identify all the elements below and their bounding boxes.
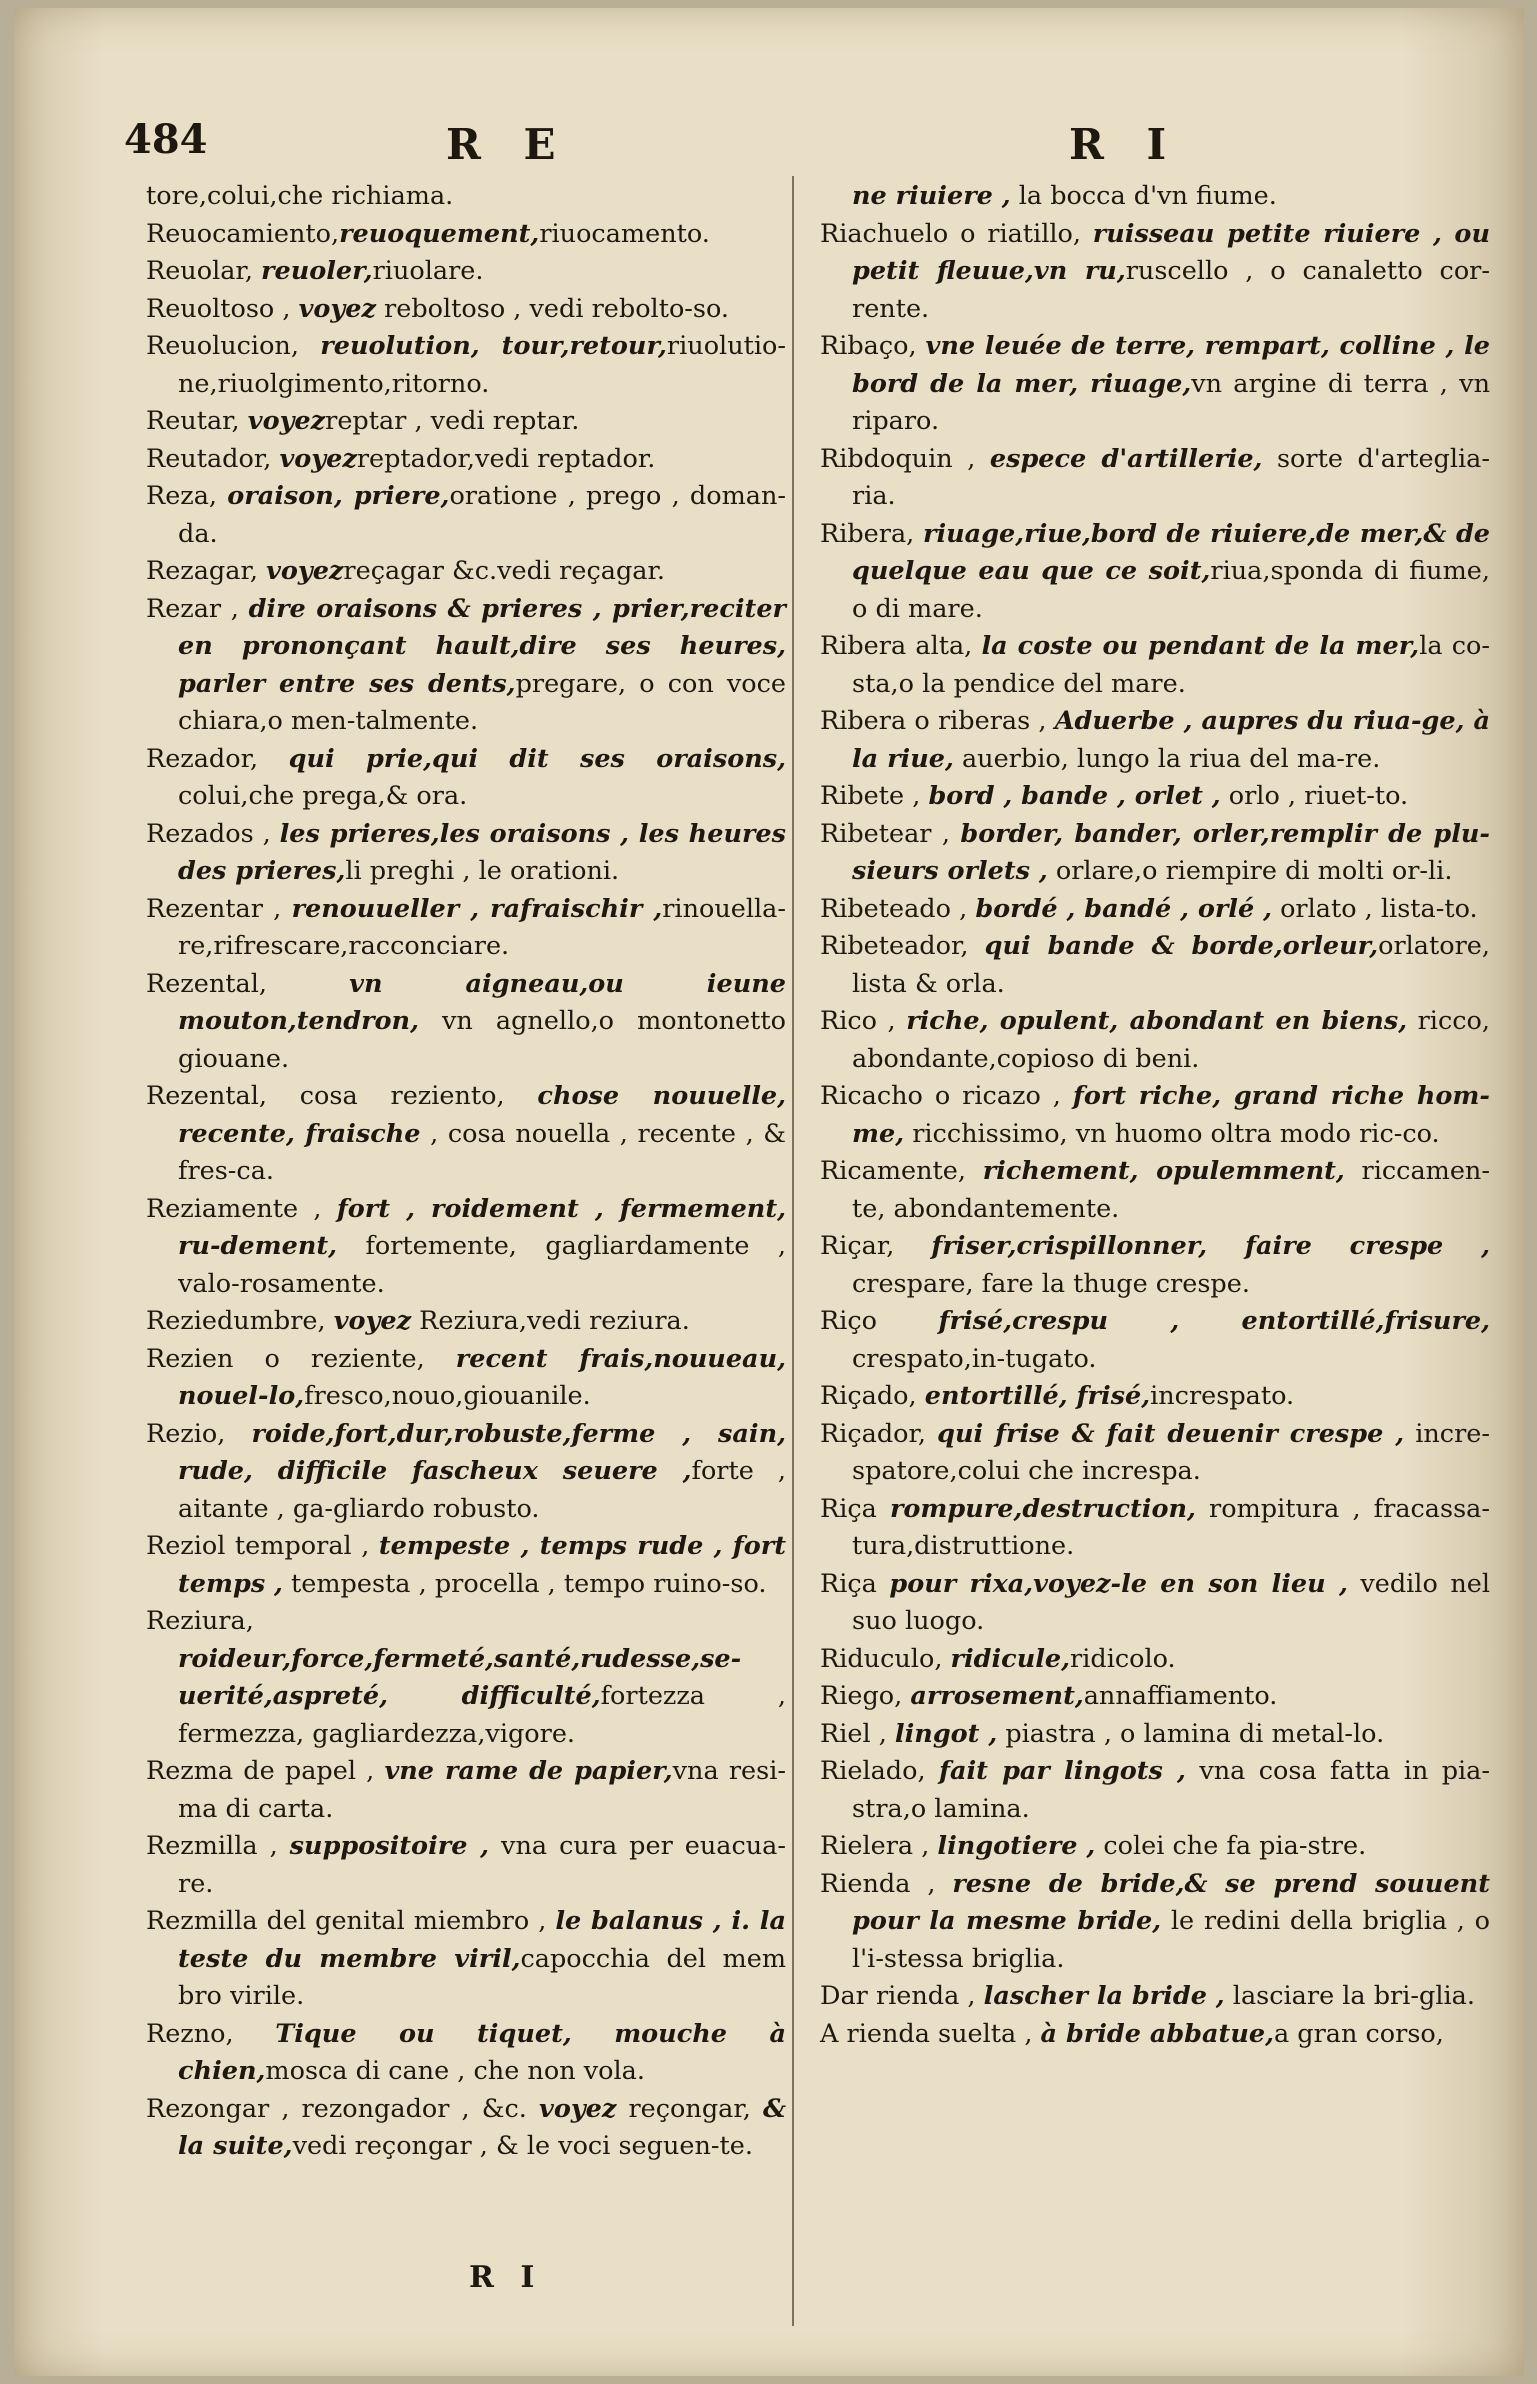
dictionary-entry — [146, 403, 786, 441]
french-gloss: reuoquement, — [339, 218, 540, 249]
dictionary-entry — [146, 1078, 786, 1191]
entry-text: Rezental, cosa reziento, — [146, 1081, 538, 1111]
entry-text: piastra , o lamina di metal-lo. — [997, 1718, 1385, 1749]
dictionary-entry — [820, 1866, 1490, 1979]
entry-text: colei che fa pia-stre. — [1095, 1831, 1367, 1861]
entry-text: Reuoltoso , — [146, 293, 299, 324]
running-head-left: R E — [446, 120, 570, 169]
entry-text: mosca di cane , che non vola. — [265, 2056, 645, 2086]
french-gloss: ridicule, — [950, 1643, 1071, 1674]
dictionary-entry — [820, 1491, 1490, 1566]
entry-text: tore,colui,che richiama. — [146, 181, 454, 211]
catchword-left: R I — [469, 2260, 543, 2295]
entry-text: le redini della briglia , o l'i-stessa briglia. — [852, 1906, 1490, 1974]
dictionary-entry — [146, 2091, 786, 2166]
entry-text: Reziamente , — [146, 1193, 337, 1224]
entry-text: vna cosa fatta in pia-stra,o lamina. — [852, 1756, 1490, 1824]
entry-text: forte , aitante , ga-gliardo robusto. — [178, 1456, 787, 1524]
dictionary-entry — [146, 478, 786, 553]
dictionary-entry — [820, 1828, 1490, 1866]
entry-text: Rezno, — [146, 2018, 276, 2049]
entry-text: Rezio, — [146, 1418, 252, 1449]
french-gloss: les prieres,les oraisons , les heures des prieres, — [178, 818, 786, 886]
french-gloss: chose nouuelle, recente, fraische — [178, 1081, 786, 1149]
dictionary-entry — [146, 591, 786, 741]
right-column — [820, 178, 1490, 2053]
french-gloss: Aduerbe , aupres du riua-ge, à la riue, — [852, 706, 1490, 774]
entry-text: li preghi , le orationi. — [345, 856, 620, 886]
entry-text: fortezza , fermezza, gagliardezza,vigore. — [178, 1681, 786, 1749]
entry-text: Rezador, — [146, 743, 289, 774]
french-gloss: qui bande & borde,orleur, — [984, 931, 1379, 961]
french-gloss: arrosement, — [910, 1681, 1084, 1711]
entry-text: riuolare. — [372, 256, 484, 286]
dictionary-entry — [146, 178, 786, 216]
entry-text: incre-spatore,colui che increspa. — [852, 1418, 1490, 1486]
entry-text: orlato , lista-to. — [1271, 893, 1478, 924]
entry-text: Rezmilla , — [146, 1831, 290, 1861]
entry-text: vna cura per euacua-re. — [178, 1831, 786, 1899]
french-gloss: border, bander, orler,remplir de plu-sieurs orlets , — [852, 818, 1490, 886]
french-gloss: vn aigneau,ou ieune mouton,tendron, — [178, 968, 786, 1036]
entry-text: la co-sta,o la pendice del mare. — [852, 631, 1490, 699]
entry-text: Ribera, — [820, 518, 924, 549]
french-gloss: reuoler, — [261, 256, 373, 286]
entry-text: Ribdoquin , — [820, 443, 990, 474]
french-gloss: qui frise & fait deuenir crespe , — [937, 1418, 1405, 1449]
running-head-right: R I — [1069, 120, 1181, 169]
entry-text: Rezar , — [146, 593, 249, 624]
entry-text: crespato,in-tugato. — [852, 1343, 1097, 1374]
dictionary-entry — [146, 216, 786, 254]
dictionary-entry — [820, 1678, 1490, 1716]
french-gloss: rompure,destruction, — [889, 1493, 1196, 1524]
entry-text: Rielado, — [820, 1756, 939, 1786]
dictionary-entry — [146, 328, 786, 403]
french-gloss: à bride abbatue, — [1040, 2018, 1274, 2049]
entry-text: riuolutio-ne,riuolgimento,ritorno. — [178, 331, 786, 399]
french-gloss: fort , roidement , fermement, ru-dement, — [178, 1193, 787, 1261]
entry-text: Rezentar , — [146, 893, 292, 924]
entry-text: vedilo nel suo luogo. — [852, 1568, 1490, 1636]
entry-text: Ricacho o ricazo , — [820, 1081, 1073, 1111]
entry-text: fresco,nouo,giouanile. — [304, 1381, 591, 1411]
french-gloss: fait par lingots , — [938, 1756, 1186, 1786]
french-gloss: Tique ou tiquet, mouche à chien, — [178, 2018, 786, 2086]
entry-text: Ribaço, — [820, 331, 926, 361]
entry-text: rompitura , fracassa-tura,distruttione. — [852, 1493, 1490, 1561]
french-gloss: la coste ou pendant de la mer, — [981, 631, 1420, 661]
entry-text: orlare,o riempire di molti or-li. — [1047, 856, 1453, 886]
entry-text: vn agnello,o montonetto giouane. — [178, 1006, 786, 1074]
dictionary-entry — [820, 1566, 1490, 1641]
dictionary-entry — [146, 2016, 786, 2091]
french-gloss: voyez — [279, 443, 357, 474]
dictionary-entry — [146, 441, 786, 479]
book-page — [14, 8, 1524, 2376]
french-gloss: & la suite, — [178, 2093, 786, 2161]
entry-text: vna resi-ma di carta. — [178, 1756, 786, 1824]
dictionary-entry — [820, 1303, 1490, 1378]
entry-text: reptador,vedi reptador. — [356, 443, 656, 474]
entry-text: Riço — [820, 1306, 939, 1336]
dictionary-entry — [820, 1753, 1490, 1828]
dictionary-entry — [820, 441, 1490, 516]
dictionary-entry — [820, 1716, 1490, 1754]
entry-text: colui,che prega,& ora. — [178, 781, 468, 811]
entry-text: Rezados , — [146, 818, 280, 849]
dictionary-entry — [146, 1416, 786, 1529]
entry-text: Riçado, — [820, 1381, 925, 1411]
column-divider — [792, 176, 794, 2326]
entry-text: fortemente, gagliardamente , valo-rosamente. — [178, 1231, 786, 1299]
french-gloss: reuolution, tour,retour, — [320, 331, 667, 361]
entry-text: Reza, — [146, 481, 228, 511]
french-gloss: voyez — [333, 1306, 412, 1336]
french-gloss: renouueller , rafraischir , — [291, 893, 663, 924]
entry-text: reptar , vedi reptar. — [325, 406, 580, 436]
dictionary-entry — [820, 328, 1490, 441]
entry-text: sorte d'arteglia-ria. — [852, 443, 1490, 511]
french-gloss: espece d'artillerie, — [989, 443, 1263, 474]
dictionary-entry — [820, 778, 1490, 816]
dictionary-entry — [820, 1416, 1490, 1491]
entry-text: Riel , — [820, 1718, 895, 1749]
french-gloss: riuage,riue,bord de riuiere,de mer,& de quelque eau que ce soit, — [852, 518, 1491, 586]
french-gloss: voyez — [247, 406, 326, 436]
french-gloss: le balanus , i. la teste du membre viril, — [178, 1906, 786, 1974]
entry-text: auerbio, lungo la riua del ma-re. — [953, 743, 1381, 774]
french-gloss: vne leuée de terre, rempart, colline , le bord de la mer, riuage, — [852, 331, 1490, 399]
entry-text: ridicolo. — [1070, 1643, 1176, 1674]
french-gloss: voyez — [266, 556, 344, 586]
entry-text: Riçador, — [820, 1418, 938, 1449]
entry-text: la bocca d'vn fiume. — [1010, 181, 1277, 211]
entry-text: Ribetear , — [820, 818, 961, 849]
entry-text: Rienda , — [820, 1868, 953, 1899]
entry-text: a gran corso, — [1273, 2018, 1444, 2049]
entry-text: tempesta , procella , tempo ruino-so. — [282, 1568, 767, 1599]
dictionary-entry — [820, 1978, 1490, 2016]
dictionary-entry — [146, 553, 786, 591]
entry-text: annaffiamento. — [1083, 1681, 1278, 1711]
entry-text: vedi reçongar , & le voci seguen-te. — [292, 2131, 753, 2161]
french-gloss: dire oraisons & prieres , prier,reciter en prononçant hault,dire ses heures, parler entre ses dents, — [178, 593, 786, 699]
french-gloss: bordé , bandé , orlé , — [975, 893, 1272, 924]
french-gloss: lingot , — [894, 1718, 998, 1749]
dictionary-entry — [820, 816, 1490, 891]
entry-text: Reutar, — [146, 406, 248, 436]
french-gloss: ruisseau petite riuiere , ou petit fleuue,vn ru, — [852, 218, 1490, 286]
entry-text: ricchissimo, vn huomo oltra modo ric-co. — [904, 1118, 1440, 1149]
dictionary-entry — [820, 1153, 1490, 1228]
entry-text: Reziura,vedi reziura. — [411, 1306, 690, 1336]
entry-text: Reziol temporal , — [146, 1531, 379, 1561]
french-gloss: vne rame de papier, — [384, 1756, 673, 1786]
entry-text: Ribera o riberas , — [820, 706, 1055, 736]
french-gloss: voyez — [539, 2093, 617, 2124]
entry-text: crespare, fare la thuge crespe. — [852, 1268, 1250, 1299]
entry-text: Reutador, — [146, 443, 280, 474]
french-gloss: lingotiere , — [937, 1831, 1096, 1861]
entry-text: orlo , riuet-to. — [1220, 781, 1409, 811]
dictionary-entry — [146, 1828, 786, 1903]
french-gloss: oraison, priere, — [227, 481, 450, 511]
entry-text: Reziedumbre, — [146, 1306, 334, 1336]
dictionary-entry — [820, 216, 1490, 329]
dictionary-entry — [146, 1303, 786, 1341]
entry-text: Ricamente, — [820, 1156, 983, 1186]
entry-text: orlatore, lista & orla. — [852, 931, 1490, 999]
french-gloss: fort riche, grand riche hom-me, — [852, 1081, 1490, 1149]
french-gloss: pour rixa,voyez-le en son lieu , — [889, 1568, 1348, 1599]
french-gloss: richement, opulemment, — [982, 1156, 1345, 1186]
entry-text: Rezma de papel , — [146, 1756, 385, 1786]
dictionary-entry — [820, 1378, 1490, 1416]
french-gloss: qui prie,qui dit ses oraisons, — [288, 743, 786, 774]
dictionary-entry — [820, 628, 1490, 703]
entry-text: reçongar, — [616, 2093, 763, 2124]
entry-text: Riego, — [820, 1681, 911, 1711]
dictionary-entry — [146, 1753, 786, 1828]
french-gloss: lascher la bride , — [983, 1981, 1225, 2011]
french-gloss: roide,fort,dur,robuste,ferme , sain, rude, difficile fascheux seuere , — [178, 1418, 786, 1486]
dictionary-entry — [146, 1903, 786, 2016]
entry-text: Reziura, — [146, 1606, 254, 1636]
dictionary-entry — [820, 1228, 1490, 1303]
entry-text: oratione , prego , doman-da. — [178, 481, 787, 549]
entry-text: lasciare la bri-glia. — [1224, 1981, 1475, 2011]
french-gloss: tempeste , temps rude , fort temps , — [178, 1531, 786, 1599]
french-gloss: roideur,force,fermeté,santé,rudesse,se-uerité,aspreté, difficulté, — [178, 1643, 742, 1711]
dictionary-entry — [146, 253, 786, 291]
entry-text: Reuolucion, — [146, 331, 321, 361]
entry-text: Rezental, — [146, 968, 350, 999]
entry-text: capocchia del mem bro virile. — [178, 1943, 786, 2011]
dictionary-entry — [146, 966, 786, 1079]
entry-text: Riachuelo o riatillo, — [820, 218, 1093, 249]
entry-text: Ribera alta, — [820, 631, 982, 661]
entry-text: A rienda suelta , — [820, 2018, 1041, 2049]
french-gloss: friser,crispillonner, faire crespe , — [931, 1231, 1490, 1261]
entry-text: increspato. — [1150, 1381, 1295, 1411]
dictionary-entry — [820, 1641, 1490, 1679]
entry-text: Reuolar, — [146, 256, 262, 286]
entry-text: Rezongar , rezongador , &c. — [146, 2093, 539, 2124]
entry-text: Rezien o reziente, — [146, 1343, 456, 1374]
left-column — [146, 178, 786, 2166]
entry-text: riua,sponda di fiume, o di mare. — [852, 556, 1490, 624]
entry-text: vn argine di terra , vn riparo. — [852, 368, 1490, 436]
french-gloss: riche, opulent, abondant en biens, — [906, 1006, 1408, 1036]
entry-text: Rielera , — [820, 1831, 938, 1861]
dictionary-entry — [820, 1003, 1490, 1078]
dictionary-entry — [146, 1191, 786, 1304]
entry-text: rinouella-re,rifrescare,racconciare. — [178, 893, 786, 961]
dictionary-entry — [820, 1078, 1490, 1153]
page-number: 484 — [124, 116, 208, 163]
entry-text: riuocamento. — [539, 218, 710, 249]
french-gloss: entortillé, frisé, — [924, 1381, 1151, 1411]
entry-text: Rezagar, — [146, 556, 267, 586]
entry-text: reçagar &c.vedi reçagar. — [343, 556, 665, 586]
dictionary-entry — [146, 1528, 786, 1603]
dictionary-entry — [820, 178, 1490, 216]
entry-text: Reuocamiento, — [146, 218, 340, 249]
dictionary-entry — [146, 1341, 786, 1416]
entry-text: Riçar, — [820, 1231, 932, 1261]
entry-text: Riduculo, — [820, 1643, 951, 1674]
dictionary-entry — [146, 816, 786, 891]
entry-text: Ribeteado , — [820, 893, 976, 924]
dictionary-entry — [146, 291, 786, 329]
entry-text: Rezmilla del genital miembro , — [146, 1906, 556, 1936]
french-gloss: recent frais,nouueau, nouel-lo, — [178, 1343, 786, 1411]
dictionary-entry — [820, 516, 1490, 629]
dictionary-entry — [146, 741, 786, 816]
dictionary-entry — [146, 891, 786, 966]
french-gloss: ne riuiere , — [852, 181, 1011, 211]
dictionary-entry — [820, 2016, 1490, 2054]
entry-text: reboltoso , vedi rebolto-so. — [375, 293, 730, 324]
french-gloss: resne de bride,& se prend souuent pour la mesme bride, — [852, 1868, 1490, 1936]
entry-text: Riça — [820, 1568, 890, 1599]
dictionary-entry — [146, 1603, 786, 1753]
entry-text: riccamen-te, abondantemente. — [852, 1156, 1490, 1224]
dictionary-entry — [820, 891, 1490, 929]
entry-text: pregare, o con voce chiara,o men-talmente. — [178, 668, 787, 736]
entry-text: Rico , — [820, 1006, 907, 1036]
entry-text: Ribeteador, — [820, 931, 985, 961]
french-gloss: frisé,crespu , entortillé,frisure, — [938, 1306, 1490, 1336]
dictionary-entry — [820, 703, 1490, 778]
entry-text: , cosa nouella , recente , & fres-ca. — [178, 1118, 786, 1186]
entry-text: Riça — [820, 1493, 890, 1524]
dictionary-entry — [820, 928, 1490, 1003]
french-gloss: bord , bande , orlet , — [928, 781, 1221, 811]
entry-text: Dar rienda , — [820, 1981, 984, 2011]
french-gloss: voyez — [298, 293, 376, 324]
entry-text: Ribete , — [820, 781, 929, 811]
entry-text: ricco, abondante,copioso di beni. — [852, 1006, 1490, 1074]
french-gloss: suppositoire , — [289, 1831, 490, 1861]
entry-text: ruscello , o canaletto cor-rente. — [852, 256, 1490, 324]
